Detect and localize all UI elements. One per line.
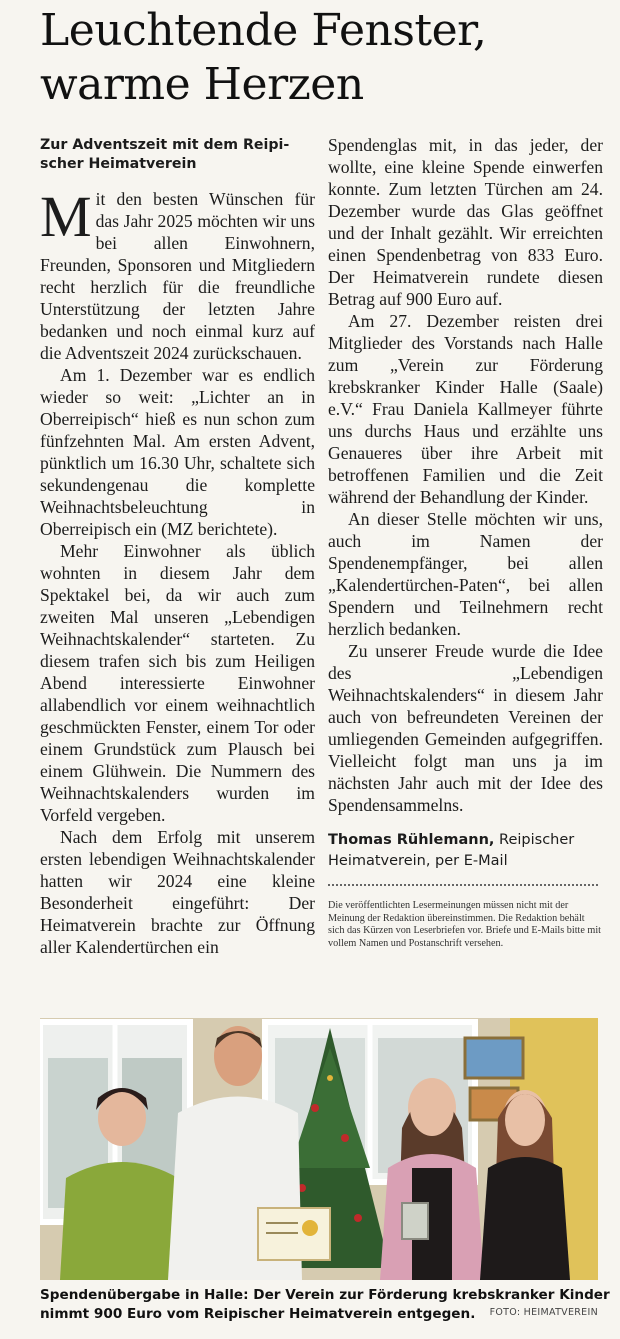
author-name: Thomas Rühlemann, [328, 832, 495, 848]
photo-caption [40, 1286, 610, 1324]
paragraph-1-text: it den besten Wünschen für das Jahr 2025 möchten wir uns bei allen Einwohnern, Freunden, Sponsoren und Mitgliedern recht herzlich für die freundliche Unterstützung der letzten Jahre bedanken und noch einmal kurz auf die Adventszeit 2024 zurückschauen. [40, 189, 315, 363]
paragraph-4-continued: Spendenglas mit, in das jeder, der wollte, eine kleine Spende einwerfen konnte. Zum letzten Türchen am 24. Dezember wurde das Glas geöffnet und der Inhalt gezählt. Wir erreichten einen Spendenbetrag von 833 Euro. Der Heimatverein rundete diesen Betrag auf 900 Euro auf. [328, 135, 603, 309]
paragraph-5: Am 27. Dezember reisten drei Mitglieder des Vorstands nach Halle zum „Verein zur Förderung krebskranker Kinder Halle (Saale) e.V.“ Frau Daniela Kallmeyer führte uns durchs Haus und erzählte uns Genaueres über ihre Arbeit mit betroffenen Familien und die Zeit während der Behandlung der Kinder. [328, 311, 603, 507]
dropcap: M [40, 184, 92, 249]
paragraph-1 [40, 184, 315, 364]
article-photo [40, 1018, 598, 1280]
author-org-line-1: Reipischer [499, 832, 575, 848]
article-column-left [40, 134, 315, 958]
paragraph-7: Zu unserer Freude wurde die Idee des „Lebendigen Weihnachtskalenders“ in diesem Jahr auch von befreundeten Vereinen der umliegenden Gemeinden aufgegriffen. Vielleicht folgt man uns ja im nächsten Jahr auch mit der Idee des Spendensammelns. [328, 641, 603, 815]
author-org-line-2: Heimatverein, per E-Mail [328, 853, 508, 869]
headline [40, 4, 610, 112]
caption-line-2: nimmt 900 Euro vom Reipischer Heimatverein entgegen. [40, 1306, 476, 1322]
photo-credit: FOTO: HEIMATVEREIN [489, 1307, 598, 1318]
paragraph-4: Nach dem Erfolg mit unserem ersten lebendigen Weihnachtskalender hatten wir 2024 eine kleine Besonderheit eingeführt: Der Heimatverein brachte zur Öffnung aller Kalendertürchen ein [40, 827, 315, 957]
photo-illustration [40, 1018, 598, 1280]
author-signature [328, 830, 603, 872]
paragraph-2: Am 1. Dezember war es endlich wieder so weit: „Lichter an in Oberreipisch“ hieß es nun schon zum fünfzehnten Mal. Am ersten Advent, pünktlich um 16.30 Uhr, schaltete sich sekundengenau die komplette Weihnachtsbeleuchtung in Oberreipisch ein (MZ berichtete). [40, 365, 315, 539]
dotted-divider [328, 884, 598, 886]
paragraph-3: Mehr Einwohner als üblich wohnten in diesem Jahr dem Spektakel bei, da wir auch zum zweiten Mal unseren „Lebendigen Weihnachtskalender“ starteten. Zu diesem trafen sich bis zum Heiligen Abend interessierte Einwohner allabendlich vor einem weihnachtlich geschmückten Fenster, einem Tor oder einem Grundstück zum Plausch bei einem Glühwein. Die Nummern des Weihnachtskalenders wurden im Vorfeld vergeben. [40, 541, 315, 825]
subheadline-line-2: scher Heimatverein [40, 156, 197, 172]
paragraph-6: An dieser Stelle möchten wir uns, auch im Namen der Spendenempfänger, bei allen „Kalendertürchen-Paten“, bei allen Spendern und Teilnehmern recht herzlich bedanken. [328, 509, 603, 639]
subheadline [40, 136, 315, 174]
article-column-right [328, 134, 603, 950]
reader-letter-disclaimer: Die veröffentlichten Lesermeinungen müssen nicht mit der Meinung der Redaktion übereinstimmen. Die Redaktion behält sich das Kürzen von Leserbriefen vor. Briefe und E-Mails bitte mit vollem Namen und Postanschrift versehen. [328, 900, 602, 949]
headline-line-2: warme Herzen [40, 59, 364, 110]
headline-line-1: Leuchtende Fenster, [40, 5, 487, 56]
subheadline-line-1: Zur Adventszeit mit dem Reipi- [40, 137, 290, 153]
caption-line-1: Spendenübergabe in Halle: Der Verein zur Förderung krebskranker Kinder [40, 1287, 610, 1303]
